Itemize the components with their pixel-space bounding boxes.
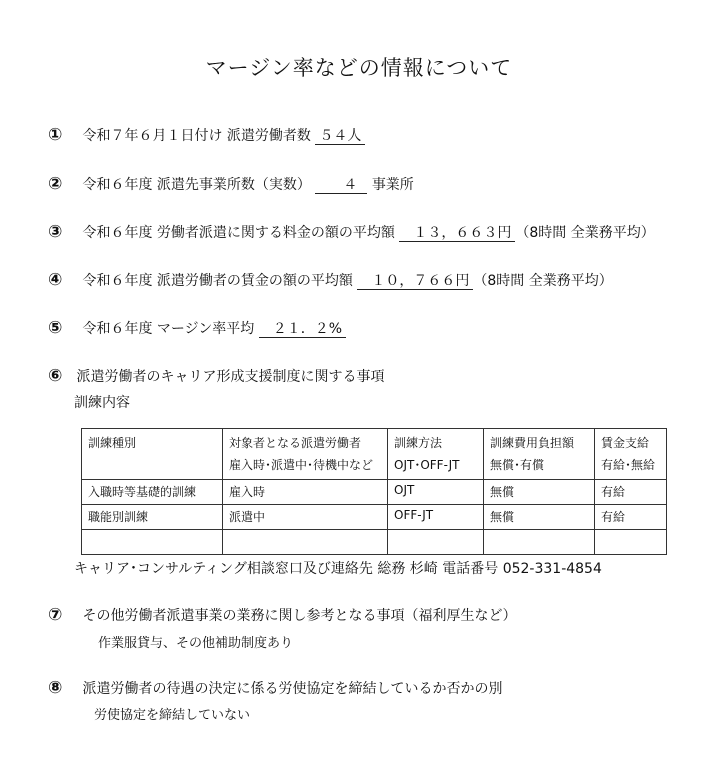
table-cell: [595, 530, 667, 555]
item-3: [48, 222, 655, 242]
table-cell: 無償: [484, 480, 595, 505]
table-row: [82, 480, 667, 505]
table-header-row: [82, 429, 667, 480]
table-cell: [82, 530, 223, 555]
item-number: ⑦: [48, 605, 63, 625]
item-value: ２１．２%: [259, 321, 346, 338]
item-suffix: （8時間 全業務平均）: [515, 225, 655, 241]
item-value: ４: [315, 177, 367, 194]
item-number: ③: [48, 222, 63, 242]
table-row: [82, 530, 667, 555]
table-cell: 雇入時: [223, 480, 388, 505]
training-table: [81, 428, 667, 555]
header-cell: 訓練費用負担額 無償･有償: [484, 429, 595, 480]
item-5: [48, 318, 346, 338]
table-cell: 入職時等基礎的訓練: [82, 480, 223, 505]
training-label: 訓練内容: [74, 395, 130, 411]
item-label: 令和６年度 労働者派遣に関する料金の額の平均額: [82, 225, 395, 241]
table-cell: 派遣中: [223, 505, 388, 530]
item-number: ④: [48, 270, 63, 290]
page-title: マージン率などの情報について: [205, 56, 513, 80]
item-label: 令和６年度 マージン率平均: [82, 321, 255, 337]
table-row: [82, 505, 667, 530]
table-cell: OFF-JT: [388, 505, 484, 530]
item-label: 令和６年度 派遣先事業所数（実数）: [82, 177, 311, 193]
item-2: [48, 174, 414, 194]
item-value: ５４人: [315, 128, 365, 145]
career-consulting-contact: キャリア･コンサルティング相談窓口及び連絡先 総務 杉崎 電話番号 052-331-4854: [74, 561, 602, 577]
item-6: [48, 366, 384, 386]
item-1: [48, 125, 365, 145]
item-number: ①: [48, 125, 63, 145]
item-7: [48, 605, 516, 625]
item-label: 令和７年６月１日付け 派遣労働者数: [82, 128, 311, 144]
item-label: 派遣労働者の待遇の決定に係る労使協定を締結しているか否かの別: [82, 681, 503, 697]
table-cell: [223, 530, 388, 555]
table-cell: 有給: [595, 480, 667, 505]
header-cell: 訓練方法 OJT･OFF-JT: [388, 429, 484, 480]
table-cell: [484, 530, 595, 555]
item-label: 令和６年度 派遣労働者の賃金の額の平均額: [82, 273, 353, 289]
header-cell: 対象者となる派遣労働者 雇入時･派遣中･待機中など: [223, 429, 388, 480]
item-number: ⑤: [48, 318, 63, 338]
item-8: [48, 678, 502, 698]
item-suffix: （8時間 全業務平均）: [473, 273, 613, 289]
header-cell: 訓練種別: [82, 429, 223, 480]
item-4: [48, 270, 613, 290]
item-number: ⑥: [48, 366, 63, 386]
header-cell: 賃金支給 有給･無給: [595, 429, 667, 480]
table-cell: 職能別訓練: [82, 505, 223, 530]
table-cell: 無償: [484, 505, 595, 530]
item-value: １０，７６６円: [357, 273, 473, 290]
item-8-note: 労使協定を締結していない: [94, 708, 251, 723]
table-cell: OJT: [388, 480, 484, 505]
item-number: ⑧: [48, 678, 63, 698]
table-cell: 有給: [595, 505, 667, 530]
table-cell: [388, 530, 484, 555]
item-7-note: 作業服貸与、その他補助制度あり: [98, 636, 294, 651]
item-label: 派遣労働者のキャリア形成支援制度に関する事項: [76, 369, 385, 385]
item-value: １３，６６３円: [399, 225, 515, 242]
item-suffix: 事業所: [371, 177, 414, 193]
item-number: ②: [48, 174, 63, 194]
item-label: その他労働者派遣事業の業務に関し参考となる事項（福利厚生など）: [82, 608, 517, 624]
